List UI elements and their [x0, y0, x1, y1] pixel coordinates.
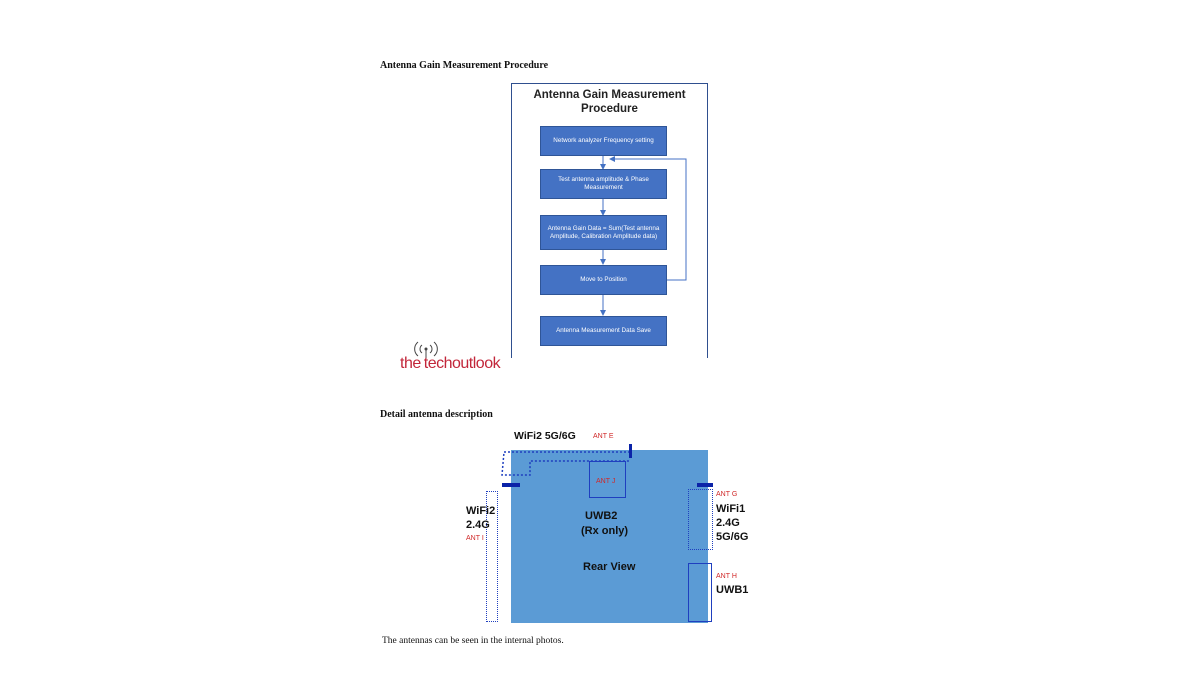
antenna-caption: The antennas can be seen in the internal photos. [382, 636, 564, 646]
ant-e-label: ANT E [593, 433, 614, 440]
wifi2-24-label-line2: 2.4G [466, 519, 490, 531]
step-amplitude-phase: Test antenna amplitude & Phase Measurement [540, 169, 667, 199]
step-gain-data: Antenna Gain Data = Sum(Test antenna Amplitude, Calibration Amplitude data) [540, 215, 667, 250]
uwb2-label: UWB2 [585, 510, 618, 522]
watermark-the: the [400, 355, 421, 372]
step-data-save: Antenna Measurement Data Save [540, 316, 667, 346]
wifi1-label-line3: 5G/6G [716, 531, 749, 543]
ant-g-feed [697, 483, 713, 487]
rx-only-label: (Rx only) [581, 525, 629, 537]
rear-view-label: Rear View [583, 561, 636, 573]
flowchart-title-line1: Antenna Gain Measurement [533, 89, 686, 101]
detail-heading: Detail antenna description [380, 409, 493, 420]
ant-g-outline [688, 489, 713, 550]
ant-i-feed [502, 483, 520, 487]
wifi2-5g-label: WiFi2 5G/6G [514, 430, 576, 442]
procedure-heading: Antenna Gain Measurement Procedure [380, 60, 549, 71]
watermark-outlook: outlook [452, 355, 501, 372]
ant-j-label: ANT J [596, 478, 616, 485]
ant-i-label: ANT I [466, 535, 484, 542]
ant-h-label: ANT H [716, 573, 737, 580]
uwb1-label: UWB1 [716, 584, 749, 596]
step-frequency-setting: Network analyzer Frequency setting [540, 126, 667, 156]
step-move-position: Move to Position [540, 265, 667, 295]
wifi2-24-label-line1: WiFi2 [466, 505, 496, 517]
flowchart-title-line2: Procedure [581, 103, 638, 115]
ant-g-label: ANT G [716, 491, 738, 498]
wifi1-label-line2: 2.4G [716, 517, 740, 529]
ant-h-box [688, 563, 712, 622]
wifi1-label-line1: WiFi1 [716, 503, 746, 515]
ant-e-feed [629, 444, 632, 458]
watermark-tech: tech [423, 355, 452, 372]
